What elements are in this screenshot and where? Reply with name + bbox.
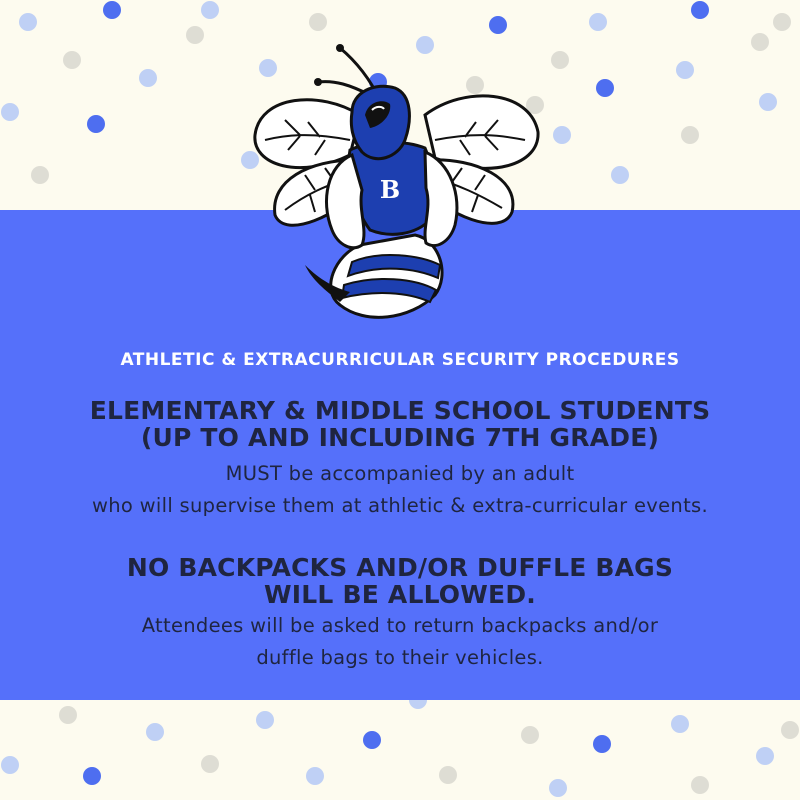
- polka-dot: [256, 711, 274, 729]
- polka-dot: [596, 79, 614, 97]
- supervision-text-line2: who will supervise them at athletic & extra-curricular events.: [92, 494, 708, 517]
- polka-dot: [306, 767, 324, 785]
- procedures-kicker: ATHLETIC & EXTRACURRICULAR SECURITY PROCEDURES: [120, 350, 680, 370]
- backpack-text-line2: duffle bags to their vehicles.: [256, 646, 544, 669]
- polka-dot-pattern-bottom: [0, 700, 800, 800]
- polka-dot: [201, 755, 219, 773]
- polka-dot: [773, 13, 791, 31]
- polka-dot: [103, 1, 121, 19]
- polka-dot: [186, 26, 204, 44]
- polka-dot: [439, 766, 457, 784]
- polka-dot: [751, 33, 769, 51]
- polka-dot: [146, 723, 164, 741]
- students-heading-line2: (UP TO AND INCLUDING 7TH GRADE): [140, 423, 660, 452]
- polka-dot: [1, 103, 19, 121]
- polka-dot: [83, 767, 101, 785]
- polka-dot: [676, 61, 694, 79]
- polka-dot: [363, 731, 381, 749]
- polka-dot: [691, 776, 709, 794]
- mascot-letter: B: [379, 175, 401, 204]
- polka-dot: [63, 51, 81, 69]
- polka-dot: [589, 13, 607, 31]
- students-heading-line1: ELEMENTARY & MIDDLE SCHOOL STUDENTS: [89, 396, 711, 425]
- polka-dot: [759, 93, 777, 111]
- polka-dot: [781, 721, 799, 739]
- polka-dot: [31, 166, 49, 184]
- polka-dot: [139, 69, 157, 87]
- polka-dot: [691, 1, 709, 19]
- polka-dot: [611, 166, 629, 184]
- polka-dot: [409, 700, 427, 709]
- polka-dot: [201, 1, 219, 19]
- polka-dot: [553, 126, 571, 144]
- polka-dot: [521, 726, 539, 744]
- polka-dot: [593, 735, 611, 753]
- polka-dot: [551, 51, 569, 69]
- polka-dot: [671, 715, 689, 733]
- polka-dot: [681, 126, 699, 144]
- polka-dot: [59, 706, 77, 724]
- backpack-text-line1: Attendees will be asked to return backpacks and/or: [141, 614, 659, 637]
- polka-dot: [1, 756, 19, 774]
- polka-dot: [87, 115, 105, 133]
- polka-dot: [549, 779, 567, 797]
- backpack-heading-line2: WILL BE ALLOWED.: [264, 580, 536, 609]
- polka-dot: [756, 747, 774, 765]
- hornet-mascot-icon: [240, 40, 550, 330]
- backpack-heading-line1: NO BACKPACKS AND/OR DUFFLE BAGS: [126, 553, 674, 582]
- polka-dot: [309, 13, 327, 31]
- polka-dot: [19, 13, 37, 31]
- polka-dot: [489, 16, 507, 34]
- supervision-text-line1: MUST be accompanied by an adult: [225, 462, 575, 485]
